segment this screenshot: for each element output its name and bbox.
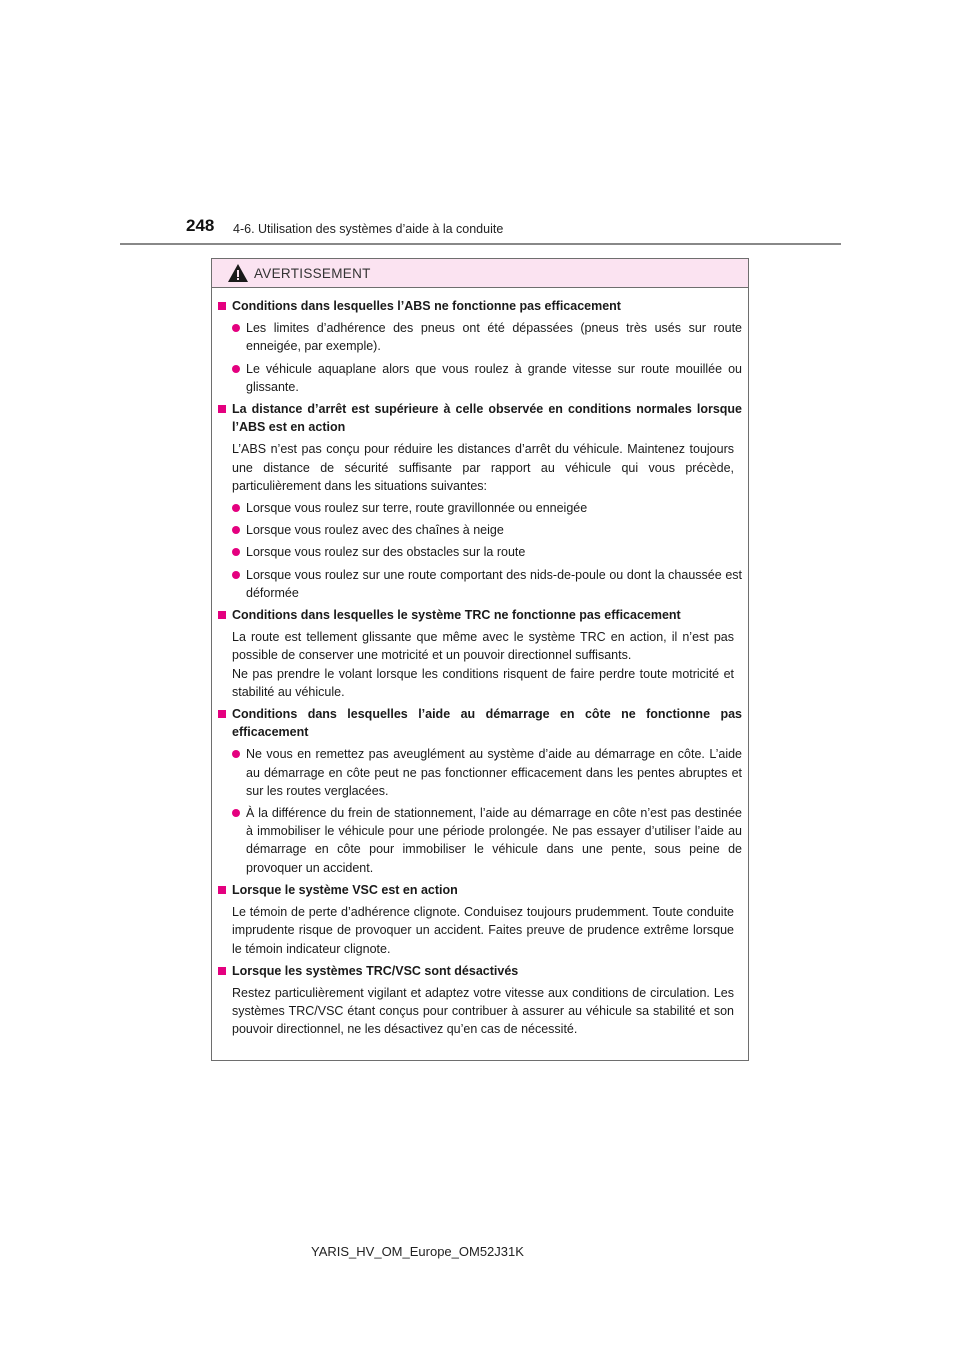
square-bullet-icon (218, 405, 226, 413)
list-item: Le véhicule aquaplane alors que vous roulez à grande vitesse sur route mouillée ou glissante. (232, 360, 742, 396)
list-item: Ne vous en remettez pas aveuglément au système d’aide au démarrage en côte. L’aide au démarrage en côte peut ne pas fonctionner efficacement dans les pentes abruptes et sur les routes verglacées. (232, 745, 742, 800)
round-bullet-icon (232, 809, 240, 817)
square-bullet-icon (218, 886, 226, 894)
section-heading-hill-start-assist: Conditions dans lesquelles l’aide au démarrage en côte ne fonctionne pas efficacement (218, 705, 742, 741)
section-paragraph: Le témoin de perte d’adhérence clignote. Conduisez toujours prudemment. Toute conduite imprudente risque de provoquer un accident. Faites preuve de prudence extrême lorsque le témoin indicateur clignote. (232, 905, 734, 956)
section-paragraph: Restez particulièrement vigilant et adaptez votre vitesse aux conditions de circulation. Les systèmes TRC/VSC étant conçus pour contribuer à assurer au véhicule sa stabilité et son pouvoir directionnel, ne les désactivez qu’en cas de nécessité. (232, 985, 734, 1037)
section-heading-stopping-distance: La distance d’arrêt est supérieure à celle observée en conditions normales lorsque l’ABS est en action (218, 400, 742, 436)
list-item: Lorsque vous roulez avec des chaînes à neige (232, 521, 742, 539)
square-bullet-icon (218, 302, 226, 310)
round-bullet-icon (232, 571, 240, 579)
section-heading-vsc-active: Lorsque le système VSC est en action (218, 881, 742, 899)
section-heading-trc-inefficient: Conditions dans lesquelles le système TRC ne fonctionne pas efficacement (218, 606, 742, 624)
list-item: À la différence du frein de stationnement, l’aide au démarrage en côte n’est pas destinée à immobiliser le véhicule pour une période prolongée. Ne pas essayer d’utiliser l’aide au démarrage en côte pour immobiliser le véhicule dans une pente, sous peine de provoquer un accident. (232, 804, 742, 877)
list-item: Les limites d’adhérence des pneus ont été dépassées (pneus très usés sur route enneigée, par exemple). (232, 319, 742, 355)
page-number: 248 (186, 216, 215, 235)
section-heading-trc-vsc-disabled: Lorsque les systèmes TRC/VSC sont désactivés (218, 962, 742, 980)
section-heading-abs-inefficient: Conditions dans lesquelles l’ABS ne fonctionne pas efficacement (218, 297, 742, 315)
section-paragraph: L’ABS n’est pas conçu pour réduire les distances d’arrêt du véhicule. Maintenez toujours une distance de sécurité suffisante par rapport au véhicule qui vous précède, particulièrement dans les situations suivantes: (232, 442, 734, 493)
warning-triangle-icon (227, 263, 249, 283)
round-bullet-icon (232, 526, 240, 534)
section-paragraph: La route est tellement glissante que même avec le système TRC en action, il n’est pas possible de conserver une motricité et un pouvoir directionnel suffisants. Ne pas prendre le volant lorsque les conditions risquent de faire perdre toute motricité et stabilité au véhicule. (232, 630, 734, 699)
round-bullet-icon (232, 750, 240, 758)
square-bullet-icon (218, 611, 226, 619)
warning-body (212, 288, 748, 1039)
warning-box (211, 258, 749, 1061)
round-bullet-icon (232, 548, 240, 556)
warning-header (212, 259, 748, 288)
round-bullet-icon (232, 365, 240, 373)
list-item: Lorsque vous roulez sur des obstacles sur la route (232, 543, 742, 561)
round-bullet-icon (232, 324, 240, 332)
section-title: 4-6. Utilisation des systèmes d’aide à la conduite (233, 222, 504, 236)
square-bullet-icon (218, 967, 226, 975)
warning-title: AVERTISSEMENT (254, 265, 371, 281)
header-divider (120, 243, 841, 245)
list-item: Lorsque vous roulez sur une route comportant des nids-de-poule ou dont la chaussée est déformée (232, 566, 742, 602)
square-bullet-icon (218, 710, 226, 718)
round-bullet-icon (232, 504, 240, 512)
footer-doc-code: YARIS_HV_OM_Europe_OM52J31K (311, 1244, 524, 1259)
list-item: Lorsque vous roulez sur terre, route gravillonnée ou enneigée (232, 499, 742, 517)
